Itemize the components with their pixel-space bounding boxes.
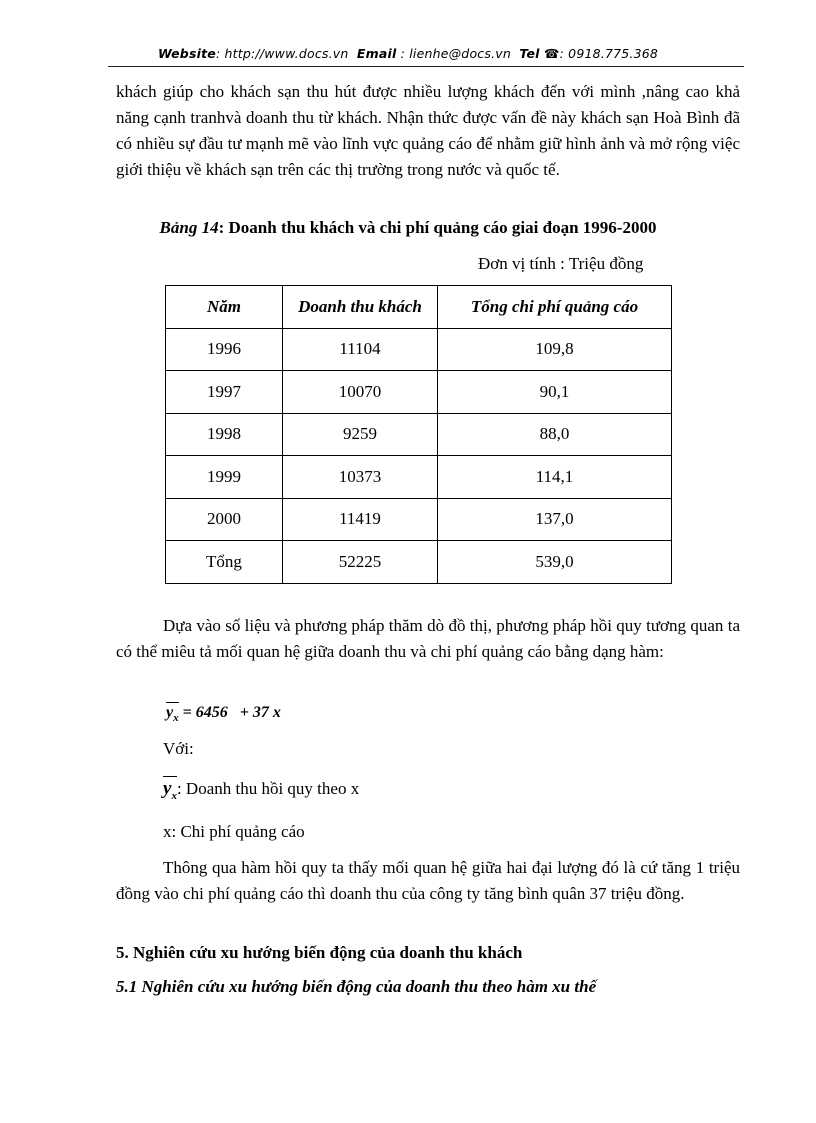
cell-ad-cost: 109,8 — [438, 328, 672, 371]
cell-year: 1997 — [166, 371, 283, 414]
intro-paragraph: khách giúp cho khách sạn thu hút được nhiều lượng khách đến với mình ,nâng cao khả năng cạnh tranhvà doanh thu từ khách. Nhận thức được vấn đề này khách sạn Hoà Bình đã có nhiều sự đầu tư mạnh mẽ vào lĩnh vực quảng cáo để nhằm giữ hình ảnh và mở rộng việc giới thiệu về khách sạn trên các thị trường trong nước và quốc tế. — [116, 82, 740, 179]
legend-x: x: Chi phí quảng cáo — [163, 822, 305, 841]
table-row — [166, 328, 672, 371]
table-row — [166, 413, 672, 456]
formula-y: y — [166, 704, 174, 721]
conclusion-paragraph: Thông qua hàm hồi quy ta thấy mối quan hệ giữa hai đại lượng đó là cứ tăng 1 triệu đồng vào chi phí quảng cáo thì doanh thu của công ty tăng bình quân 37 triệu đồng. — [116, 858, 740, 903]
analysis-paragraph: Dựa vào số liệu và phương pháp thăm dò đồ thị, phương pháp hồi quy tương quan ta có thể miêu tả mối quan hệ giữa doanh thu và chi phí quảng cáo bằng dạng hàm: — [116, 616, 740, 661]
cell-revenue: 9259 — [283, 413, 438, 456]
formula-y-sub: x — [173, 712, 179, 725]
legend-y-symbol — [163, 776, 177, 802]
revenue-ad-cost-table — [165, 285, 672, 584]
tel-number: : 0918.775.368 — [559, 46, 659, 61]
email-address[interactable]: : lienhe@docs.vn — [400, 46, 511, 61]
header-revenue: Doanh thu khách — [283, 286, 438, 329]
header-ad-cost: Tổng chi phí quảng cáo — [438, 286, 672, 329]
legend-y — [163, 776, 359, 802]
cell-revenue: 11104 — [283, 328, 438, 371]
page-header — [0, 46, 816, 61]
cell-revenue: 10373 — [283, 456, 438, 499]
cell-year: 1998 — [166, 413, 283, 456]
regression-formula — [166, 702, 281, 724]
phone-icon: ☎ — [543, 46, 560, 61]
section-heading: 5. Nghiên cứu xu hướng biến động của doanh thu khách — [116, 943, 523, 962]
website-url[interactable]: : http://www.docs.vn — [215, 46, 349, 61]
cell-revenue: 11419 — [283, 498, 438, 541]
cell-year: 2000 — [166, 498, 283, 541]
legend-y-sub: x — [171, 789, 177, 802]
cell-revenue: 10070 — [283, 371, 438, 414]
legend-y-text: : Doanh thu hồi quy theo x — [176, 779, 360, 798]
table-row — [166, 498, 672, 541]
cell-ad-cost: 90,1 — [438, 371, 672, 414]
table-header-row — [166, 286, 672, 329]
with-label: Với: — [163, 739, 194, 758]
cell-total-revenue: 52225 — [283, 541, 438, 584]
formula-y-hat — [166, 702, 179, 724]
table-row — [166, 456, 672, 499]
cell-ad-cost: 88,0 — [438, 413, 672, 456]
header-divider — [108, 66, 744, 67]
table-caption-text: : Doanh thu khách và chi phí quảng cáo giai đoạn 1996-2000 — [218, 218, 657, 237]
formula-rhs: = 6456 + 37 x — [182, 704, 281, 721]
table-row — [166, 371, 672, 414]
cell-total-label: Tổng — [166, 541, 283, 584]
subsection-heading: 5.1 Nghiên cứu xu hướng biến động của doanh thu theo hàm xu thế — [116, 977, 597, 996]
table-total-row — [166, 541, 672, 584]
header-year: Năm — [166, 286, 283, 329]
table-caption — [0, 218, 816, 238]
tel-label: Tel — [519, 46, 540, 61]
email-label: Email — [356, 46, 397, 61]
cell-ad-cost: 137,0 — [438, 498, 672, 541]
cell-year: 1996 — [166, 328, 283, 371]
table-caption-label: Bảng 14 — [159, 218, 219, 237]
unit-note: Đơn vị tính : Triệu đồng — [478, 254, 644, 273]
website-label: Website — [157, 46, 216, 61]
cell-ad-cost: 114,1 — [438, 456, 672, 499]
cell-total-ad-cost: 539,0 — [438, 541, 672, 584]
cell-year: 1999 — [166, 456, 283, 499]
legend-y-letter: y — [163, 778, 172, 799]
